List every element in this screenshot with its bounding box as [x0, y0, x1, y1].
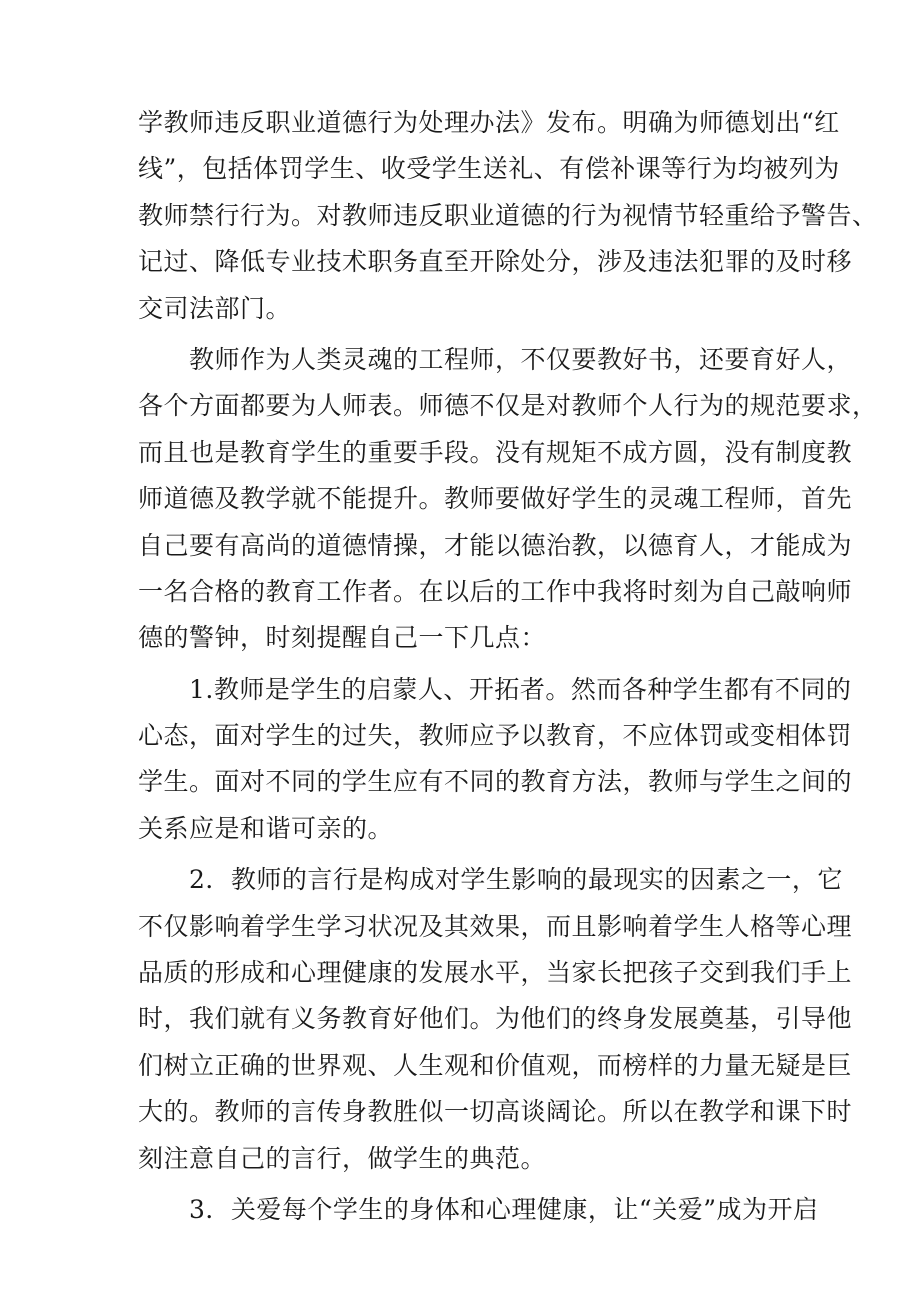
text-line: 刻注意自己的言行，做学生的典范。: [138, 1143, 547, 1173]
paragraph-point-2: [138, 857, 853, 1182]
text-line: 们树立正确的世界观、人生观和价值观，而榜样的力量无疑是巨: [138, 1050, 853, 1080]
text-line: 学生。面对不同的学生应有不同的教育方法，教师与学生之间的: [138, 767, 853, 797]
text-line: 学教师违反职业道德行为处理办法》发布。明确为师德划出“红: [138, 108, 840, 137]
text-line: 关系应是和谐可亲的。: [138, 813, 394, 843]
paragraph-point-3: [138, 1187, 818, 1233]
text-line: 记过、降低专业技术职务直至开除处分，涉及违法犯罪的及时移: [138, 247, 853, 277]
text-line: 一名合格的教育工作者。在以后的工作中我将时刻为自己敲响师: [138, 576, 853, 606]
text-line: 不仅影响着学生学习状况及其效果，而且影响着学生人格等心理: [138, 911, 853, 941]
paragraph-point-1: [138, 667, 853, 853]
paragraph-teacher-role: [138, 337, 878, 662]
text-line: 而且也是教育学生的重要手段。没有规矩不成方圆，没有制度教: [138, 437, 853, 467]
text-line: 德的警钟，时刻提醒自己一下几点：: [138, 623, 547, 653]
text-line: 自己要有高尚的道德情操，才能以德治教，以德育人，才能成为: [138, 530, 853, 560]
text-line: 线”，包括体罚学生、收受学生送礼、有偿补课等行为均被列为: [138, 154, 840, 184]
text-line: 1.教师是学生的启蒙人、开拓者。然而各种学生都有不同的: [189, 674, 852, 704]
text-line: 各个方面都要为人师表。师德不仅是对教师个人行为的规范要求，: [138, 391, 878, 421]
text-line: 2．教师的言行是构成对学生影响的最现实的因素之一，它: [189, 865, 843, 895]
text-line: 教师禁行行为。对教师违反职业道德的行为视情节轻重给予警告、: [138, 200, 878, 230]
text-line: 交司法部门。: [138, 293, 292, 323]
text-line: 大的。教师的言传身教胜似一切高谈阔论。所以在教学和课下时: [138, 1097, 853, 1127]
document-body: [138, 100, 878, 1233]
paragraph-continuation: [138, 100, 878, 332]
text-line: 心态，面对学生的过失，教师应予以教育，不应体罚或变相体罚: [138, 721, 853, 751]
text-line: 品质的形成和心理健康的发展水平，当家长把孩子交到我们手上: [138, 958, 853, 988]
text-line: 时，我们就有义务教育好他们。为他们的终身发展奠基，引导他: [138, 1004, 853, 1034]
text-line: 教师作为人类灵魂的工程师，不仅要教好书，还要育好人，: [189, 344, 853, 374]
text-line: 师道德及教学就不能提升。教师要做好学生的灵魂工程师，首先: [138, 484, 853, 514]
text-line: 3．关爱每个学生的身体和心理健康，让“关爱”成为开启: [189, 1194, 819, 1224]
